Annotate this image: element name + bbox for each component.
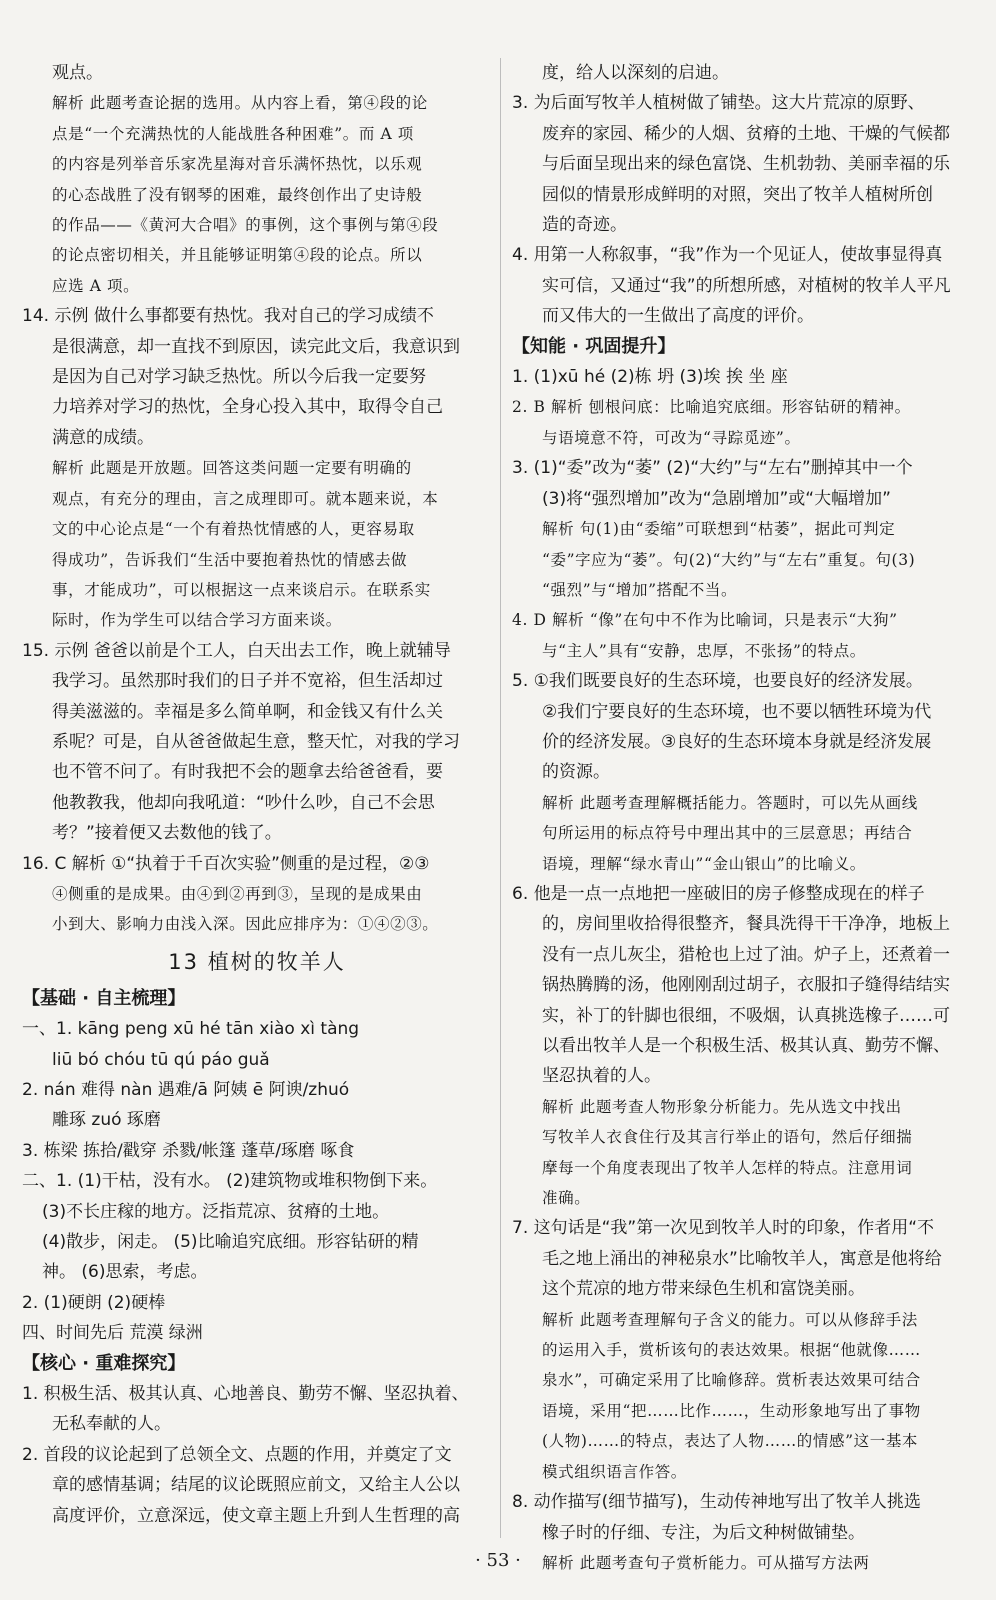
answer-line: 造的奇迹。 [542, 215, 627, 236]
answer-line: 3. 为后面写牧羊人植树做了铺垫。这大片荒凉的原野、 [512, 93, 925, 114]
answer-line: 他教教我，他却向我吼道：“吵什么吵，自己不会思 [52, 792, 435, 813]
answer-line: 神。 (6)思索，考虑。 [42, 1262, 208, 1283]
analysis-line: 摩每一个角度表现出了牧羊人怎样的特点。注意用词 [542, 1158, 913, 1177]
answer-line: 3. 栋梁 拣拾/戳穿 杀戮/帐篷 蓬草/琢磨 啄食 [22, 1140, 355, 1161]
analysis-line: 解析 此题考查人物形象分析能力。先从选文中找出 [542, 1097, 902, 1116]
analysis-line: 泉水”，可确定采用了比喻修辞。赏析表达效果可结合 [542, 1371, 921, 1390]
answer-line: liū bó chóu tū qú páo guǎ [52, 1049, 270, 1070]
analysis-line: ④侧重的是成果。由④到②再到③，呈现的是成果由 [52, 884, 423, 903]
analysis-line: 语境，采用“把……比作……，生动形象地写出了事物 [542, 1401, 921, 1420]
answer-line: 我学习。虽然那时我们的日子并不宽裕，但生活却过 [52, 671, 443, 692]
answer-line: 毛之地上涌出的神秘泉水”比喻牧羊人，寓意是他将给 [542, 1248, 942, 1269]
answer-line: 四、时间先后 荒漠 绿洲 [22, 1323, 203, 1344]
answer-line: 价的经济发展。③良好的生态环境本身就是经济发展 [542, 731, 932, 752]
analysis-line: “委”字应为“萎”。句(2)“大约”与“左右”重复。句(3) [542, 550, 916, 569]
answer-line: 无私奉献的人。 [52, 1414, 171, 1435]
analysis-line: 文的中心论点是“一个有着热忱情感的人，更容易取 [52, 520, 415, 539]
answer-line: 3. (1)“委”改为“萎” (2)“大约”与“左右”删掉其中一个 [512, 458, 913, 479]
analysis-line: 的作品——《黄河大合唱》的事例，这个事例与第④段 [52, 216, 439, 235]
answer-line: 15. 示例 爸爸以前是个工人，白天出去工作，晚上就辅导 [22, 640, 451, 661]
analysis-line: (人物)……的特点，表达了人物……的情感”这一基本 [542, 1432, 919, 1451]
right-column [512, 58, 982, 1578]
analysis-line: 际时，作为学生可以结合学习方面来谈。 [52, 611, 342, 630]
answer-line: 废弃的家园、稀少的人烟、贫瘠的土地、干燥的气候都 [542, 123, 950, 144]
answer-line: 力培养对学习的热忱，全身心投入其中，取得令自己 [52, 397, 443, 418]
analysis-line: 模式组织语言作答。 [542, 1462, 687, 1481]
analysis-line: 4. D 解析 “像”在句中不作为比喻词，只是表示“大狗” [512, 611, 898, 630]
answer-line: 的，房间里收拾得很整齐，餐具洗得干干净净，地板上 [542, 914, 950, 935]
answer-line: ②我们宁要良好的生态环境，也不要以牺牲环境为代 [542, 701, 932, 722]
answer-line: 而又伟大的一生做出了高度的评价。 [542, 306, 814, 327]
analysis-line: 的内容是列举音乐家冼星海对音乐满怀热忱，以乐观 [52, 155, 423, 174]
answer-line: 2. nán 难得 nàn 遇难/ā 阿姨 ē 阿谀/zhuó [22, 1080, 350, 1100]
answer-line: 的资源。 [542, 762, 610, 783]
answer-line: 实，补丁的针脚也很细，不吸烟，认真挑选橡子……可 [542, 1005, 950, 1026]
answer-line: 1. 积极生活、极其认真、心地善良、勤劳不懈、坚忍执着、 [22, 1384, 469, 1405]
column-divider [500, 58, 501, 1538]
answer-line: 5. ①我们既要良好的生态环境，也要良好的经济发展。 [512, 671, 923, 692]
answer-line: 2. 首段的议论起到了总领全文、点题的作用，并奠定了文 [22, 1444, 452, 1465]
answer-line: 坚忍执着的人。 [542, 1066, 661, 1087]
answer-line: 高度评价，立意深远，使文章主题上升到人生哲理的高 [52, 1505, 460, 1526]
answer-line: 7. 这句话是“我”第一次见到牧羊人时的印象，作者用“不 [512, 1218, 935, 1239]
answer-line: 4. 用第一人称叙事，“我”作为一个见证人，使故事显得真 [512, 245, 943, 266]
answer-line: 是很满意，却一直找不到原因，读完此文后，我意识到 [52, 336, 460, 357]
analysis-line: 的运用入手，赏析该句的表达效果。根据“他就像…… [542, 1341, 921, 1360]
answer-line: 16. C 解析 ①“执着于千百次实验”侧重的是过程，②③ [22, 853, 430, 874]
analysis-line: 解析 此题考查句子赏析能力。可从描写方法两 [542, 1553, 870, 1572]
answer-line: 以看出牧羊人是一个积极生活、极其认真、勤劳不懈、 [542, 1036, 950, 1056]
answer-line: 一、1. kāng peng xū hé tān xiào xì tàng [22, 1019, 360, 1040]
answer-line: 系呢？可是，自从爸爸做起生意，整天忙，对我的学习 [52, 731, 460, 752]
analysis-line: “强烈”与“增加”搭配不当。 [542, 580, 738, 599]
answer-line: 与后面呈现出来的绿色富饶、生机勃勃、美丽幸福的乐 [542, 154, 950, 175]
lesson-title: 13 植树的牧羊人 [168, 949, 346, 974]
answer-line: 没有一点儿灰尘，猎枪也上过了油。炉子上，还煮着一 [542, 944, 950, 965]
answer-line: (4)散步，闲走。 (5)比喻追究底细。形容钻研的精 [42, 1232, 419, 1253]
analysis-line: 与语境意不符，可改为“寻踪觅迹”。 [542, 428, 801, 447]
analysis-line: 小到大、影响力由浅入深。因此应排序为：①④②③。 [52, 915, 439, 934]
answer-line: 这个荒凉的地方带来绿色生机和富饶美丽。 [542, 1279, 865, 1300]
section-heading: 【基础 · 自主梳理】 [22, 987, 186, 1009]
answer-line: 章的感情基调；结尾的议论既照应前文，又给主人公以 [52, 1475, 460, 1496]
analysis-line: 解析 此题考查论据的选用。从内容上看，第④段的论 [52, 94, 428, 113]
answer-line: 实可信，又通过“我”的所想所感，对植树的牧羊人平凡 [542, 275, 951, 296]
answer-line: 1. (1)xū hé (2)栋 坍 (3)埃 挨 坐 座 [512, 367, 788, 388]
analysis-line: 句所运用的标点符号中理出其中的三层意思；再结合 [542, 824, 913, 843]
answer-line: 锅热腾腾的汤，他刚刚刮过胡子，衣服扣子缝得结结实 [542, 975, 950, 996]
analysis-line: 2. B 解析 刨根问底：比喻追究底细。形容钻研的精神。 [512, 398, 911, 417]
answer-line: 也不管不问了。有时我把不会的题拿去给爸爸看，要 [52, 762, 443, 783]
answer-line: (3)不长庄稼的地方。泛指荒凉、贫瘠的土地。 [42, 1201, 390, 1222]
answer-line: 橡子时的仔细、专注，为后文种树做铺垫。 [542, 1522, 865, 1543]
answer-line: 是因为自己对学习缺乏热忱。所以今后我一定要努 [52, 367, 426, 388]
section-heading: 【核心 · 重难探究】 [22, 1352, 186, 1374]
analysis-line: 的心态战胜了没有钢琴的困难，最终创作出了史诗般 [52, 185, 423, 204]
analysis-line: 解析 此题考查理解概括能力。答题时，可以先从画线 [542, 793, 918, 812]
answer-line: 雕琢 zuó 琢磨 [52, 1110, 161, 1131]
answer-line: 度，给人以深刻的启迪。 [542, 63, 729, 83]
analysis-line: 观点，有充分的理由，言之成理即可。就本题来说，本 [52, 489, 439, 508]
analysis-line: 的论点密切相关，并且能够证明第④段的论点。所以 [52, 246, 423, 265]
analysis-line: 解析 句(1)由“委缩”可联想到“枯萎”，据此可判定 [542, 520, 896, 539]
answer-line: 2. (1)硬朗 (2)硬棒 [22, 1292, 166, 1313]
analysis-line: 点是“一个充满热忱的人能战胜各种困难”。而 A 项 [52, 124, 414, 143]
page-number: · 53 · [475, 1550, 521, 1571]
analysis-line: 应选 A 项。 [52, 276, 140, 295]
answer-line: 园似的情景形成鲜明的对照，突出了牧羊人植树所创 [542, 184, 933, 205]
analysis-line: 与“主人”具有“安静，忠厚，不张扬”的特点。 [542, 641, 866, 660]
answer-line: 8. 动作描写(细节描写)，生动传神地写出了牧羊人挑选 [512, 1492, 921, 1513]
analysis-line: 得成功”，告诉我们“生活中要抱着热忱的情感去做 [52, 550, 408, 569]
analysis-line: 解析 此题是开放题。回答这类问题一定要有明确的 [52, 459, 412, 478]
answer-line: 二、1. (1)干枯，没有水。 (2)建筑物或堆积物倒下来。 [22, 1171, 438, 1192]
analysis-line: 解析 此题考查理解句子含义的能力。可以从修辞手法 [542, 1310, 918, 1329]
analysis-line: 语境，理解“绿水青山”“金山银山”的比喻义。 [542, 854, 866, 873]
left-column [22, 58, 492, 1531]
answer-line: (3)将“强烈增加”改为“急剧增加”或“大幅增加” [542, 488, 891, 509]
answer-line: 14. 示例 做什么事都要有热忱。我对自己的学习成绩不 [22, 306, 434, 327]
analysis-line: 事，才能成功”，可以根据这一点来谈启示。在联系实 [52, 580, 431, 599]
answer-line: 考？”接着便又去数他的钱了。 [52, 823, 282, 844]
answer-line: 观点。 [52, 63, 103, 83]
analysis-line: 准确。 [542, 1189, 591, 1208]
section-heading: 【知能 · 巩固提升】 [512, 335, 676, 357]
answer-line: 满意的成绩。 [52, 427, 154, 448]
analysis-line: 写牧羊人衣食住行及其言行举止的语句，然后仔细揣 [542, 1128, 913, 1147]
answer-line: 得美滋滋的。幸福是多么简单啊，和金钱又有什么关 [52, 701, 443, 722]
answer-line: 6. 他是一点一点地把一座破旧的房子修整成现在的样子 [512, 883, 925, 904]
